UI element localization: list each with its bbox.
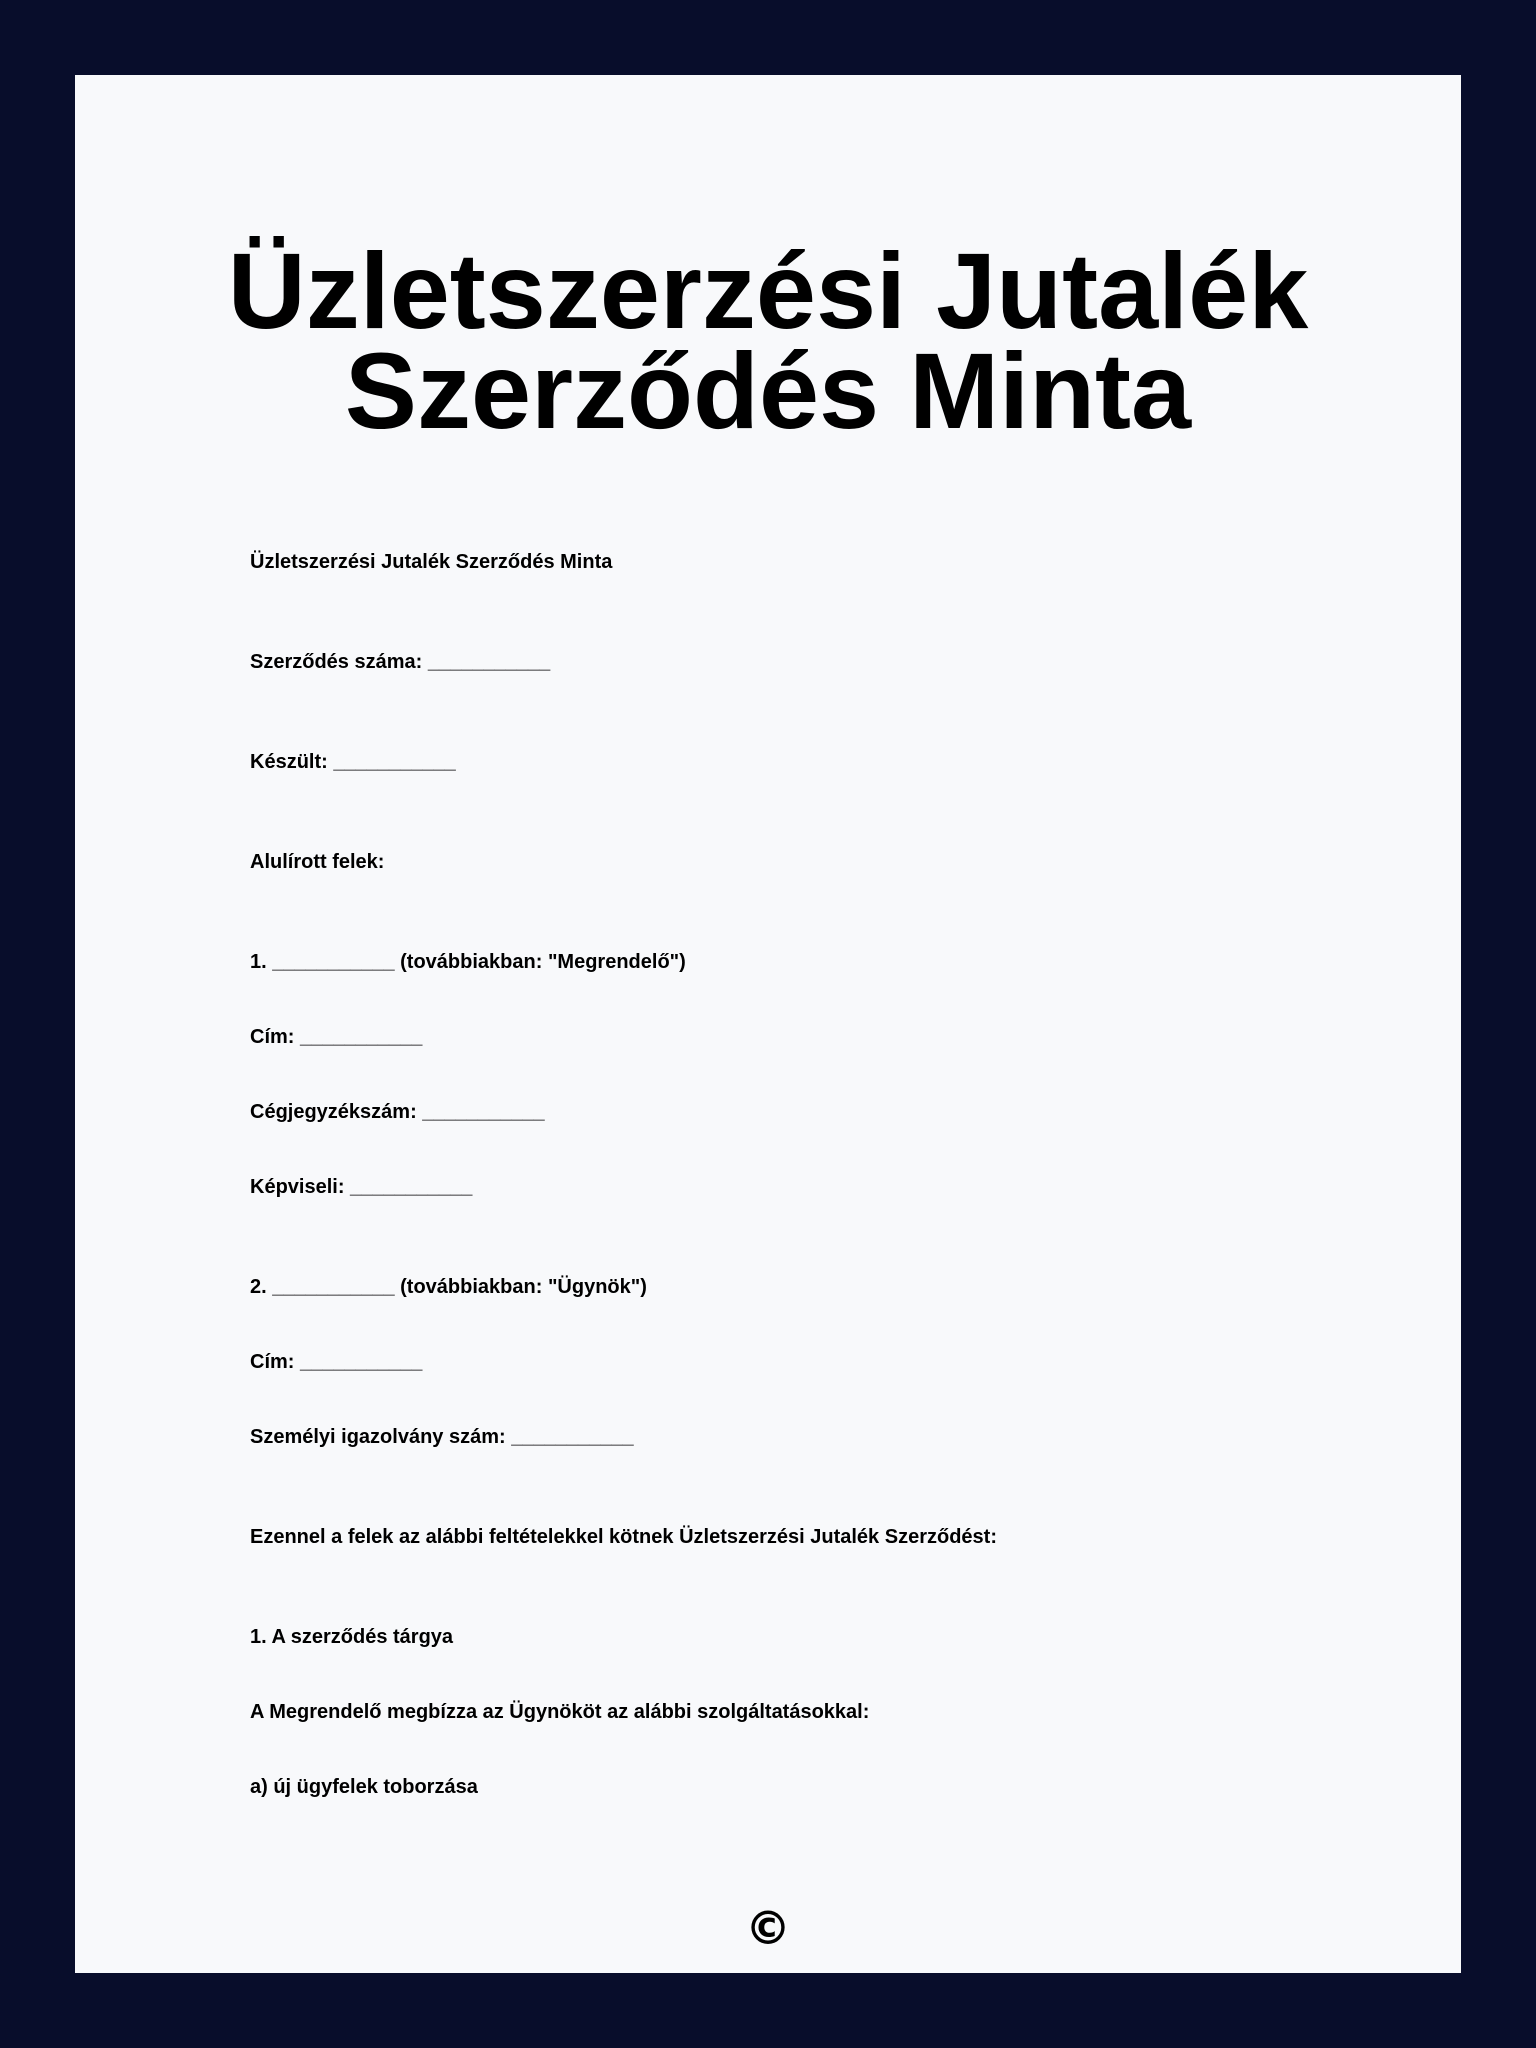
subtitle: Üzletszerzési Jutalék Szerződés Minta xyxy=(250,551,613,573)
party-1-line: 1. ___________ (továbbiakban: "Megrendelő") xyxy=(250,951,686,973)
title-line-2: Szerződés Minta xyxy=(344,330,1192,451)
section-1-intro: A Megrendelő megbízza az Ügynököt az alábbi szolgáltatásokkal: xyxy=(250,1701,870,1723)
copyright-icon: © xyxy=(745,1901,791,1955)
party-2-id-number: Személyi igazolvány szám: ___________ xyxy=(250,1426,634,1448)
document-title xyxy=(75,230,1461,451)
agreement-statement: Ezennel a felek az alábbi feltételekkel kötnek Üzletszerzési Jutalék Szerződést: xyxy=(250,1526,997,1548)
party-1-address: Cím: ___________ xyxy=(250,1026,423,1048)
section-1-heading: 1. A szerződés tárgya xyxy=(250,1626,454,1648)
title-line-1: Üzletszerzési Jutalék xyxy=(227,230,1309,351)
prepared-date-line: Készült: ___________ xyxy=(250,751,456,773)
section-1-item-a: a) új ügyfelek toborzása xyxy=(250,1776,478,1798)
party-1-representative: Képviseli: ___________ xyxy=(250,1176,473,1198)
party-2-line: 2. ___________ (továbbiakban: "Ügynök") xyxy=(250,1276,647,1298)
party-1-registration: Cégjegyzékszám: ___________ xyxy=(250,1101,545,1123)
contract-number-line: Szerződés száma: ___________ xyxy=(250,651,551,673)
party-2-address: Cím: ___________ xyxy=(250,1351,423,1373)
document-page xyxy=(75,75,1461,1973)
parties-heading: Alulírott felek: xyxy=(250,851,385,873)
